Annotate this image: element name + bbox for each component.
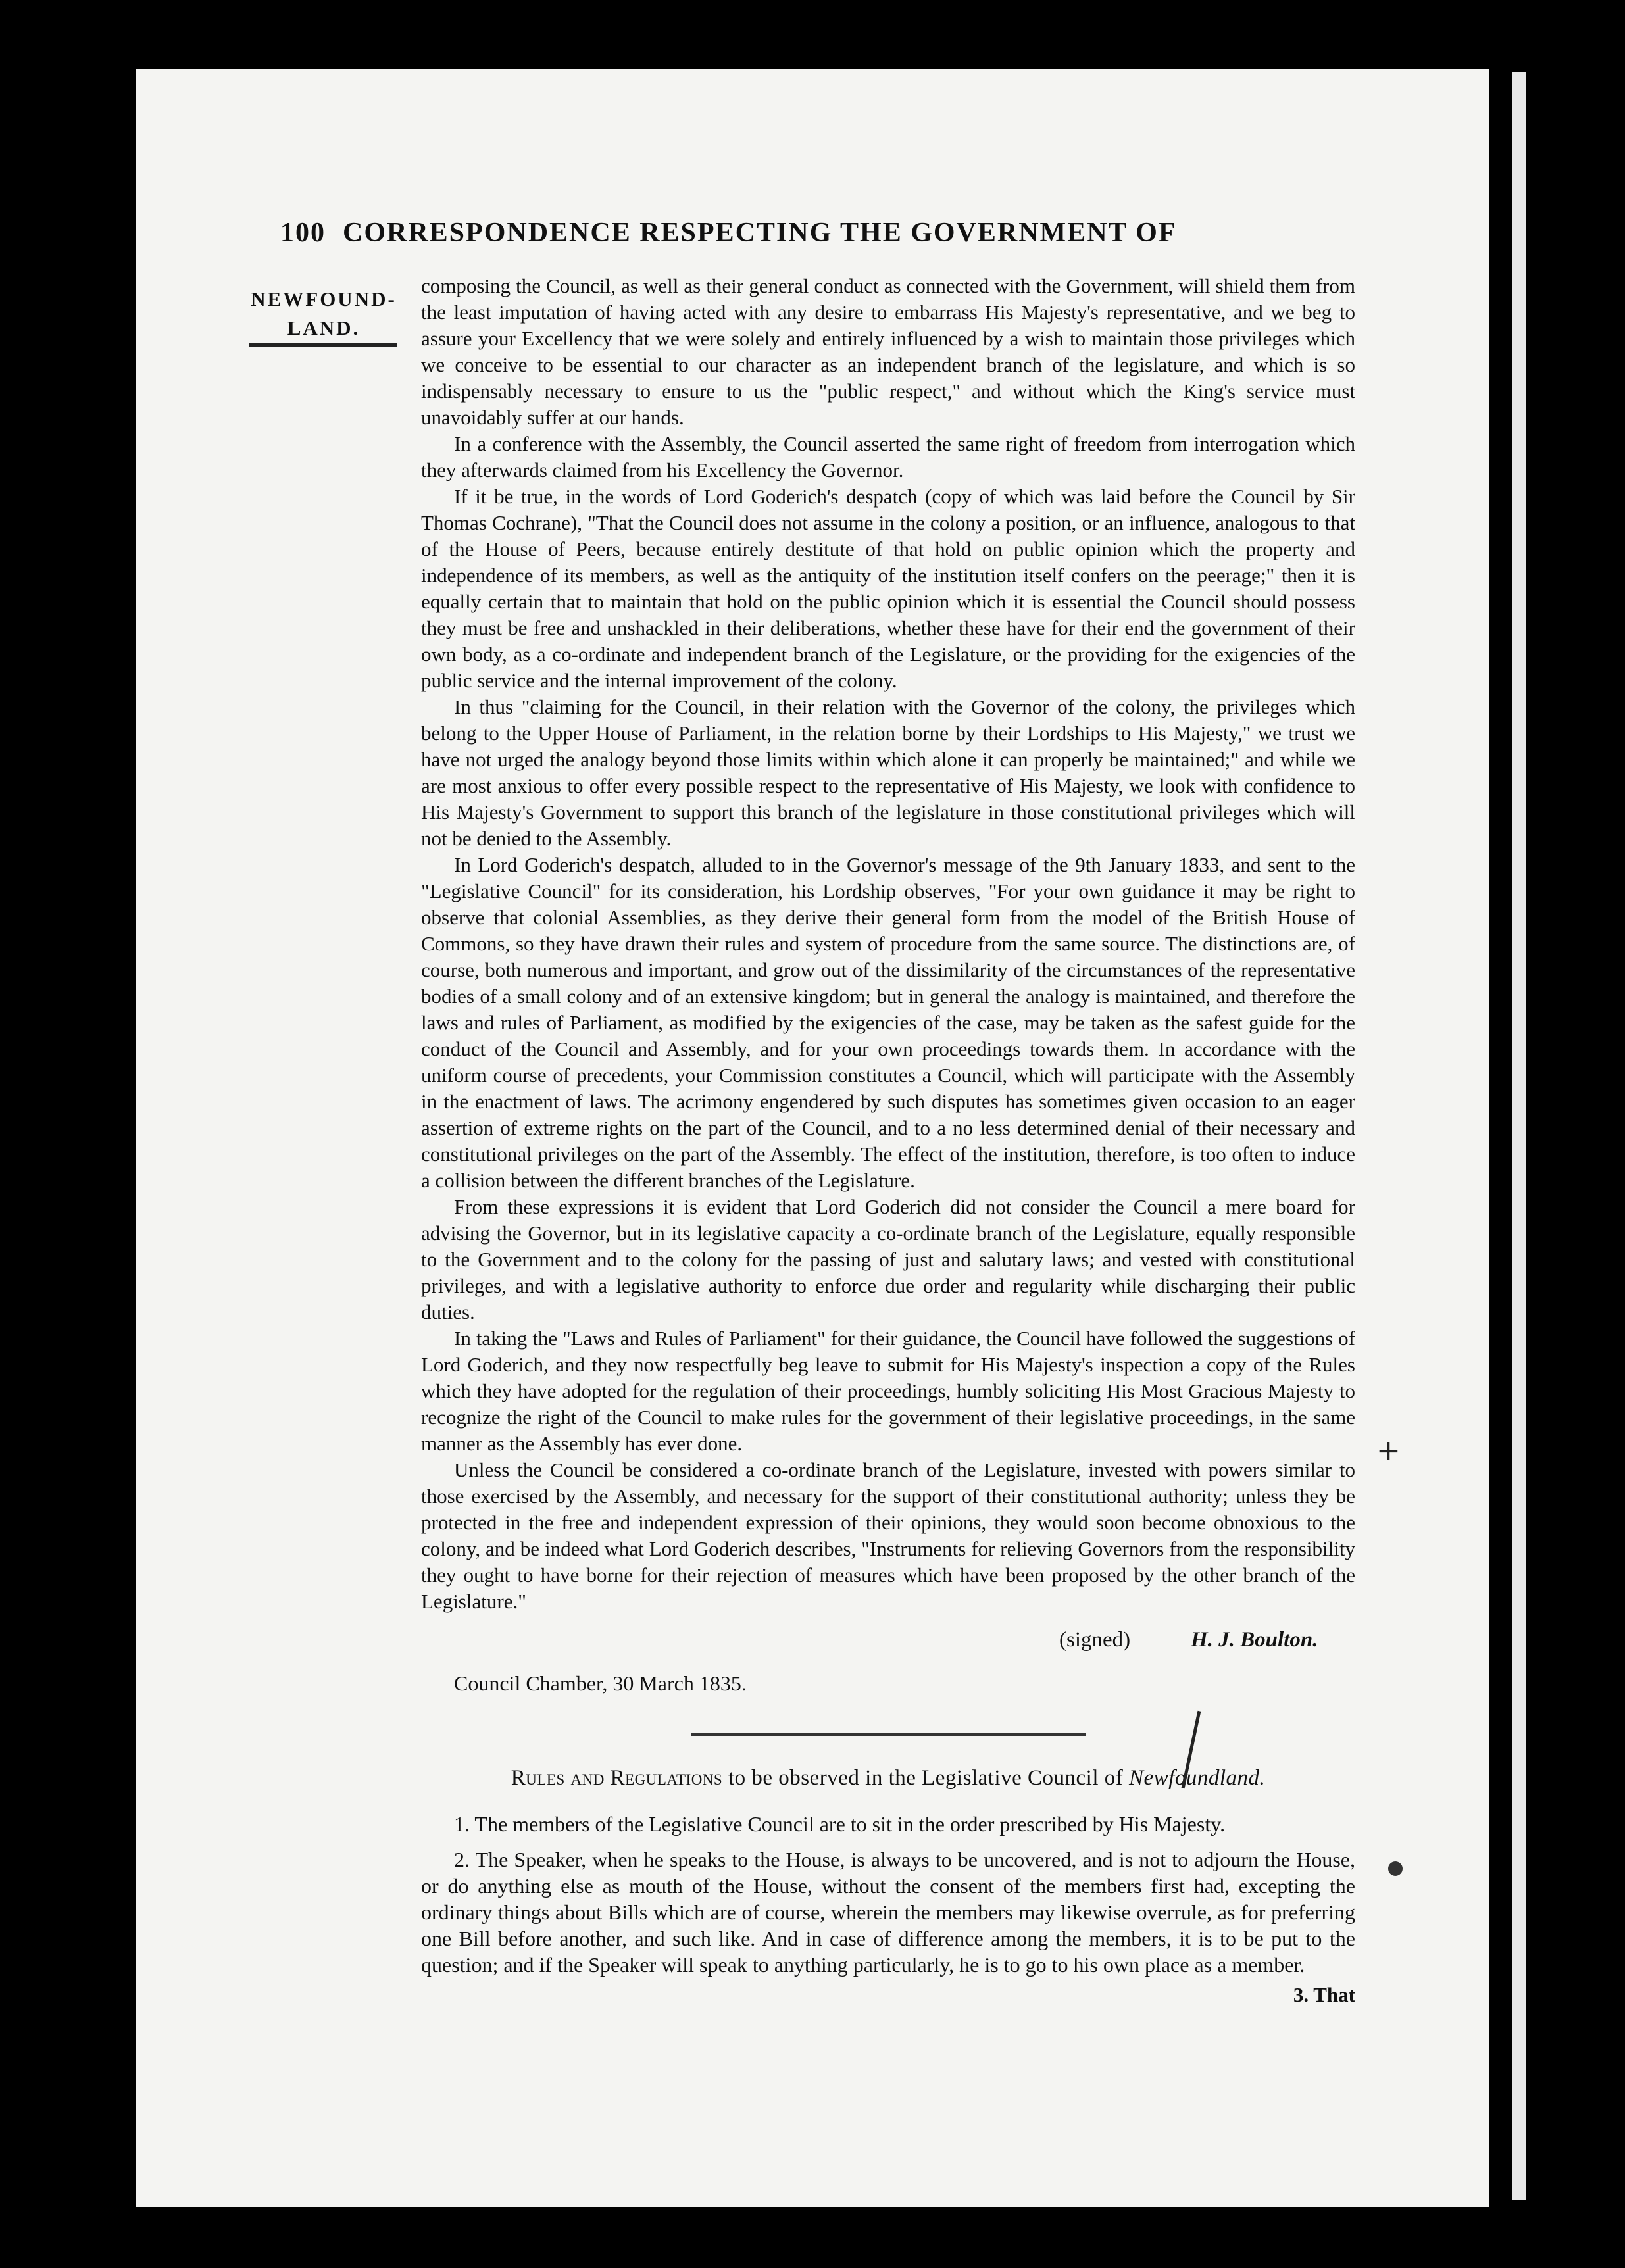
- document-body: [421, 273, 1355, 2008]
- section-divider: [691, 1733, 1086, 1736]
- date-line: Council Chamber, 30 March 1835.: [454, 1671, 747, 1695]
- paragraph: In Lord Goderich's despatch, alluded to in the Governor's message of the 9th January 1833, and sent to the "Legislative Council" for its consideration, his Lordship observes, "For your own guidance it may be right to observe that colonial Assemblies, as they derive their general form from the model of the British House of Commons, so they have drawn their rules and system of procedure from the same source. The distinctions are, of course, both numerous and important, and grow out of the dissimilarity of the circumstances of the representative bodies of a small colony and of an extensive kingdom; but in general the analogy is maintained, and therefore the laws and rules of Parliament, as modified by the exigencies of the case, may be taken as the safest guide for the conduct of the Council and Assembly, and for your own proceedings towards them. In accordance with the uniform course of precedents, your Commission constitutes a Council, which will participate with the Assembly in the enactment of laws. The acrimony engendered by such disputes has sometimes given occasion to an eager assertion of extreme rights on the part of the Council, and to a no less determined denial of their necessary and constitutional privileges on the part of the Assembly. The effect of the institution, therefore, is too often to induce a collision between the different branches of the Legislature.: [421, 853, 1355, 1192]
- signed-label: (signed): [1059, 1628, 1131, 1652]
- paragraph: In thus "claiming for the Council, in their relation with the Governor of the colony, the privileges which belong to the Upper House of Parliament, in the relation borne by their Lordships to His Majesty," we trust we have not urged the analogy beyond those limits within which alone it can properly be maintained;" and while we are most anxious to offer every possible respect to the representative of His Majesty, we look with confidence to His Majesty's Government to support this branch of the legislature in those constitutional privileges which will not be denied to the Assembly.: [421, 695, 1355, 850]
- rules-heading: [421, 1765, 1355, 1791]
- rule-item: 1. The members of the Legislative Council are to sit in the order prescribed by His Majesty.: [454, 1812, 1226, 1836]
- adjacent-page-strip: [1512, 72, 1526, 2200]
- catchword: 3. That: [1293, 1983, 1355, 2006]
- rules-heading-place: Newfoundland.: [1128, 1766, 1266, 1790]
- paragraph: composing the Council, as well as their general conduct as connected with the Government, will shield them from the least imputation of having acted with any desire to embarrass His Majesty's representative, and we beg to assure your Excellency that we were solely and entirely influenced by a wish to maintain those privileges which we conceive to be essential to our character as an independent branch of the legislature, and which is so indispensably necessary to ensure to us the "public respect," and without which the King's service must unavoidably suffer at our hands.: [421, 274, 1355, 429]
- paragraph: In taking the "Laws and Rules of Parliament" for their guidance, the Council have followed the suggestions of Lord Goderich, and they now respectfully beg leave to submit for His Majesty's inspection a copy of the Rules which they have adopted for the regulation of their proceedings, humbly soliciting His Most Gracious Majesty to recognize the right of the Council to make rules for the government of their legislative proceedings, in the same manner as the Assembly has ever done.: [421, 1327, 1355, 1455]
- paragraph: If it be true, in the words of Lord Goderich's despatch (copy of which was laid before the Council by Sir Thomas Cochrane), "That the Council does not assume in the colony a position, or an influence, analogous to that of the House of Peers, because entirely destitute of that hold on public opinion which the property and independence of its members, as well as the antiquity of the institution itself confers on the peerage;" then it is equally certain that to maintain that hold on the public opinion which it is essential the Council should possess they must be free and unshackled in their deliberations, whether these have for their end the government of their own body, as a co-ordinate and independent branch of the Legislature, or the providing for the exigencies of the public service and the internal improvement of the colony.: [421, 485, 1355, 692]
- rule-item: 2. The Speaker, when he speaks to the House, is always to be uncovered, and is not to adjourn the House, or do anything else as mouth of the House, without the consent of the members first had, excepting the ordinary things about Bills which are of course, wherein the members may likewise overrule, as for preferring one Bill before another, and such like. And in case of difference among the members, it is to be put to the question; and if the Speaker will speak to anything particularly, he is to go to his own place as a member.: [421, 1848, 1355, 1977]
- paragraph: In a conference with the Assembly, the Council asserted the same right of freedom from interrogation which they afterwards claimed from his Excellency the Governor.: [421, 432, 1355, 481]
- rules-heading-prefix: Rules and Regulations: [511, 1766, 723, 1790]
- margin-rule: [249, 343, 397, 347]
- margin-note-line-1: NEWFOUND-: [251, 287, 397, 310]
- margin-note-line-2: LAND.: [287, 316, 361, 339]
- paragraph: From these expressions it is evident that Lord Goderich did not consider the Council a mere board for advising the Governor, but in its legislative capacity a co-ordinate branch of the Legislature, equally responsible to the Government and to the colony for the passing of just and salutary laws; and vested with constitutional privileges, and with a legislative authority to enforce due order and regularity while discharging their public duties.: [421, 1195, 1355, 1323]
- signer-name: H. J. Boulton.: [1191, 1628, 1318, 1652]
- rules-heading-middle: to be observed in the Legislative Council of: [722, 1766, 1129, 1790]
- signature-row: [421, 1627, 1355, 1657]
- paragraph: Unless the Council be considered a co-ordinate branch of the Legislature, invested with powers similar to those exercised by the Assembly, and necessary for the support of their constitutional authority; unless they be protected in the free and independent expression of their opinions, they would soon become obnoxious to the colony, and be indeed what Lord Goderich describes, "Instruments for relieving Governors from the responsibility they ought to have borne for their rejection of measures which have been proposed by the other branch of the Legislature.": [421, 1458, 1355, 1613]
- page-number: 100: [280, 218, 326, 248]
- header-title: CORRESPONDENCE RESPECTING THE GOVERNMENT OF: [343, 218, 1177, 248]
- running-header: [280, 217, 1399, 258]
- rules-list: [421, 1811, 1355, 1978]
- ink-blot: [1388, 1861, 1403, 1876]
- margin-cross-mark: +: [1376, 1434, 1401, 1467]
- margin-note: [245, 285, 403, 343]
